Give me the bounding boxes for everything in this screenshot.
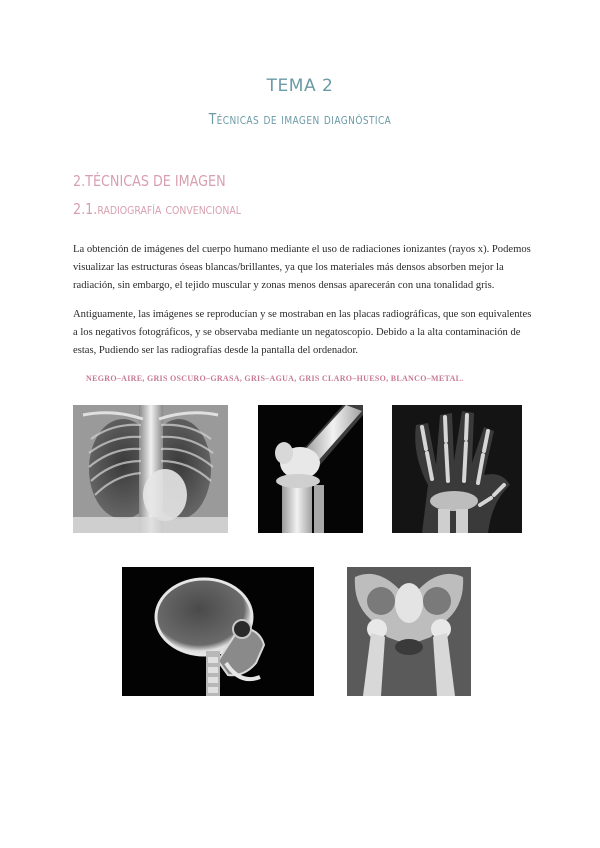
document-subtitle: Técnicas de imagen diagnóstica [208,110,392,128]
hand-xray-image [392,405,522,533]
paragraph-intro: La obtención de imágenes del cuerpo humano mediante el uso de radiaciones ionizantes (rayos x). Podemos visualizar las estructuras óseas blancas/brillantes, ya que los materiales más densos absorben mejor la radiación, sin embargo, el tejido muscular y zonas menos densas aparecerán con una tonalidad gris. [73,244,531,291]
skull-xray-image [122,567,314,696]
pelvis-xray-image [347,567,471,696]
chest-xray-image [73,405,228,533]
section-heading: 2.TÉCNICAS DE IMAGEN [73,172,226,190]
section-subheading: 2.1.radiografía convencional [73,200,241,218]
paragraph-history: Antiguamente, las imágenes se reproducían y se mostraban en las placas radiográficas, que son equivalentes a los negativos fotográficos, y se observaba mediante un negatoscopio. Debido a la alta contaminación de estas, Pudiendo ser las radiografías desde la pantalla del ordenador. [73,309,532,356]
knee-xray-image [258,405,363,533]
density-legend: NEGRO–AIRE, GRIS OSCURO–GRASA, GRIS–AGUA, GRIS CLARO–HUESO, BLANCO–METAL. [86,374,464,383]
document-title: TEMA 2 [266,76,334,96]
